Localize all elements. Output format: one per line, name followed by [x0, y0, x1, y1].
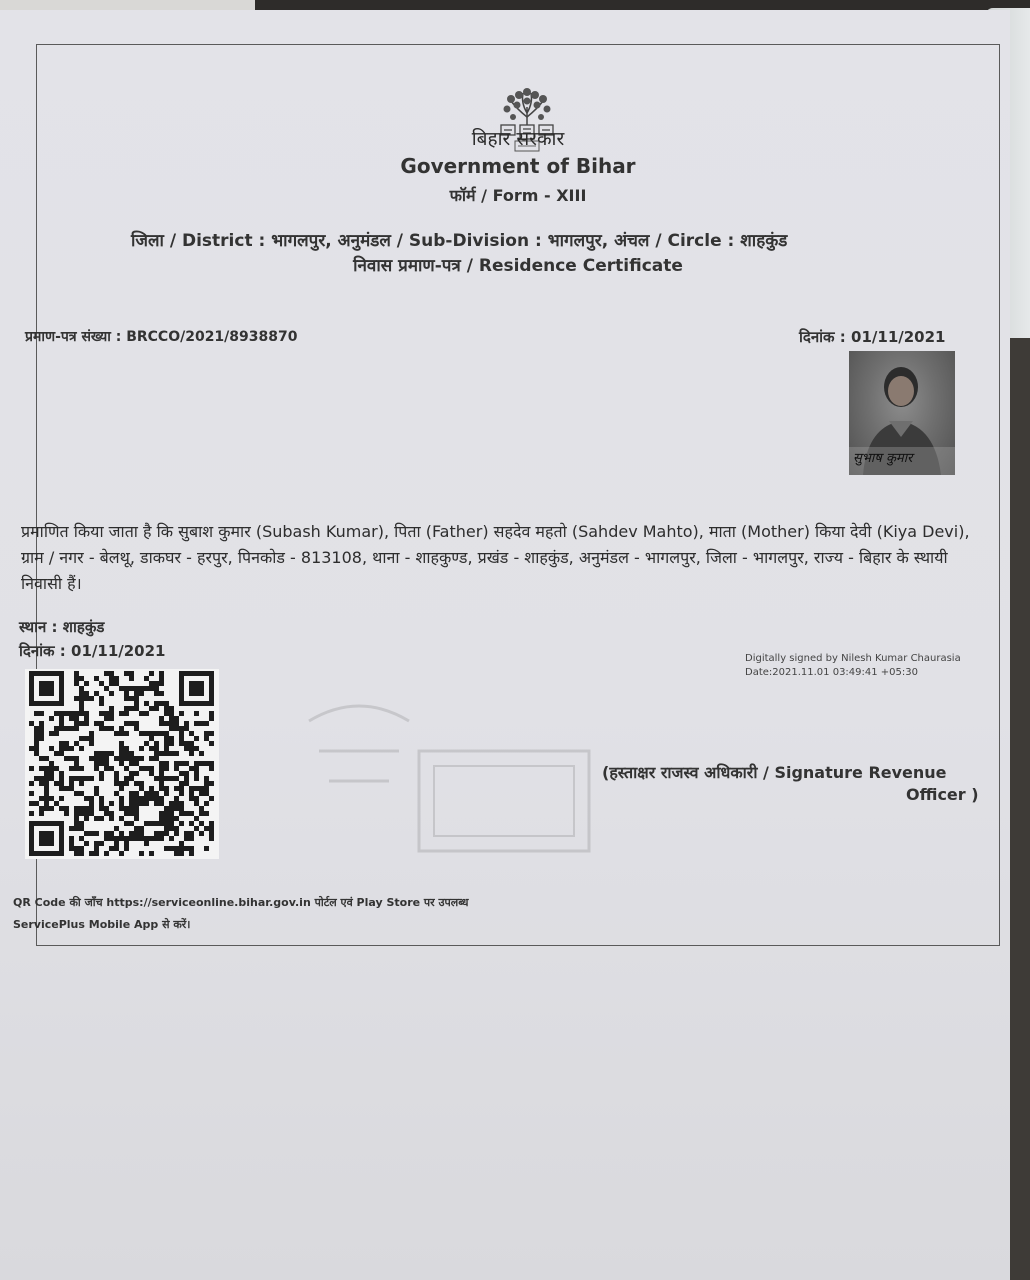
qr-code-icon [25, 669, 219, 859]
digital-signature-date: Date:2021.11.01 03:49:41 +05:30 [745, 667, 918, 678]
signature-label-line2: Officer ) [906, 785, 979, 804]
certificate-paper [0, 10, 1010, 1280]
qr-verification-note: QR Code की जाँच https://serviceonline.bihar.gov.in पोर्टल एवं Play Store पर उपलब्ध [13, 896, 469, 909]
issue-date-line: दिनांक : 01/11/2021 [19, 642, 166, 660]
certificate-number: प्रमाण-पत्र संख्या : BRCCO/2021/8938870 [25, 329, 298, 345]
qr-verification-app-note: ServicePlus Mobile App से करें। [13, 918, 191, 931]
jurisdiction-line: जिला / District : भागलपुर, अनुमंडल / Sub-Division : भागलपुर, अंचल / Circle : शाहकुंड [131, 231, 788, 251]
applicant-photo [849, 351, 955, 475]
government-title-english: Government of Bihar [400, 154, 636, 178]
certificate-border-frame [13, 44, 1000, 946]
qr-code [25, 669, 219, 859]
form-number: फॉर्म / Form - XIII [449, 186, 587, 205]
place-line: स्थान : शाहकुंड [19, 618, 105, 636]
digital-signature-name: Digitally signed by Nilesh Kumar Chaurasia [745, 653, 961, 664]
certificate-title: निवास प्रमाण-पत्र / Residence Certificate [353, 256, 683, 276]
certificate-date: दिनांक : 01/11/2021 [799, 328, 946, 346]
government-title-hindi: बिहार सरकार [471, 128, 565, 150]
signature-label-line1: (हस्ताक्षर राजस्व अधिकारी / Signature Revenue [602, 763, 947, 782]
photo-signature: सुभाष कुमार [853, 451, 913, 466]
certificate-body-text: प्रमाणित किया जाता है कि सुबाश कुमार (Subash Kumar), पिता (Father) सहदेव महतो (Sahdev Mahto), माता (Mother) किया देवी (Kiya Devi), ग्राम / नगर - बेलथू, डाकघर - हरपुर, पिनकोड - 813108, थाना - शाहकुण्ड, प्रखंड - शाहकुंड, अनुमंडल - भागलपुर, जिला - भागलपुर, राज्य - बिहार के स्थायी निवासी हैं। [21, 522, 970, 593]
faint-seal-watermark [299, 681, 599, 861]
